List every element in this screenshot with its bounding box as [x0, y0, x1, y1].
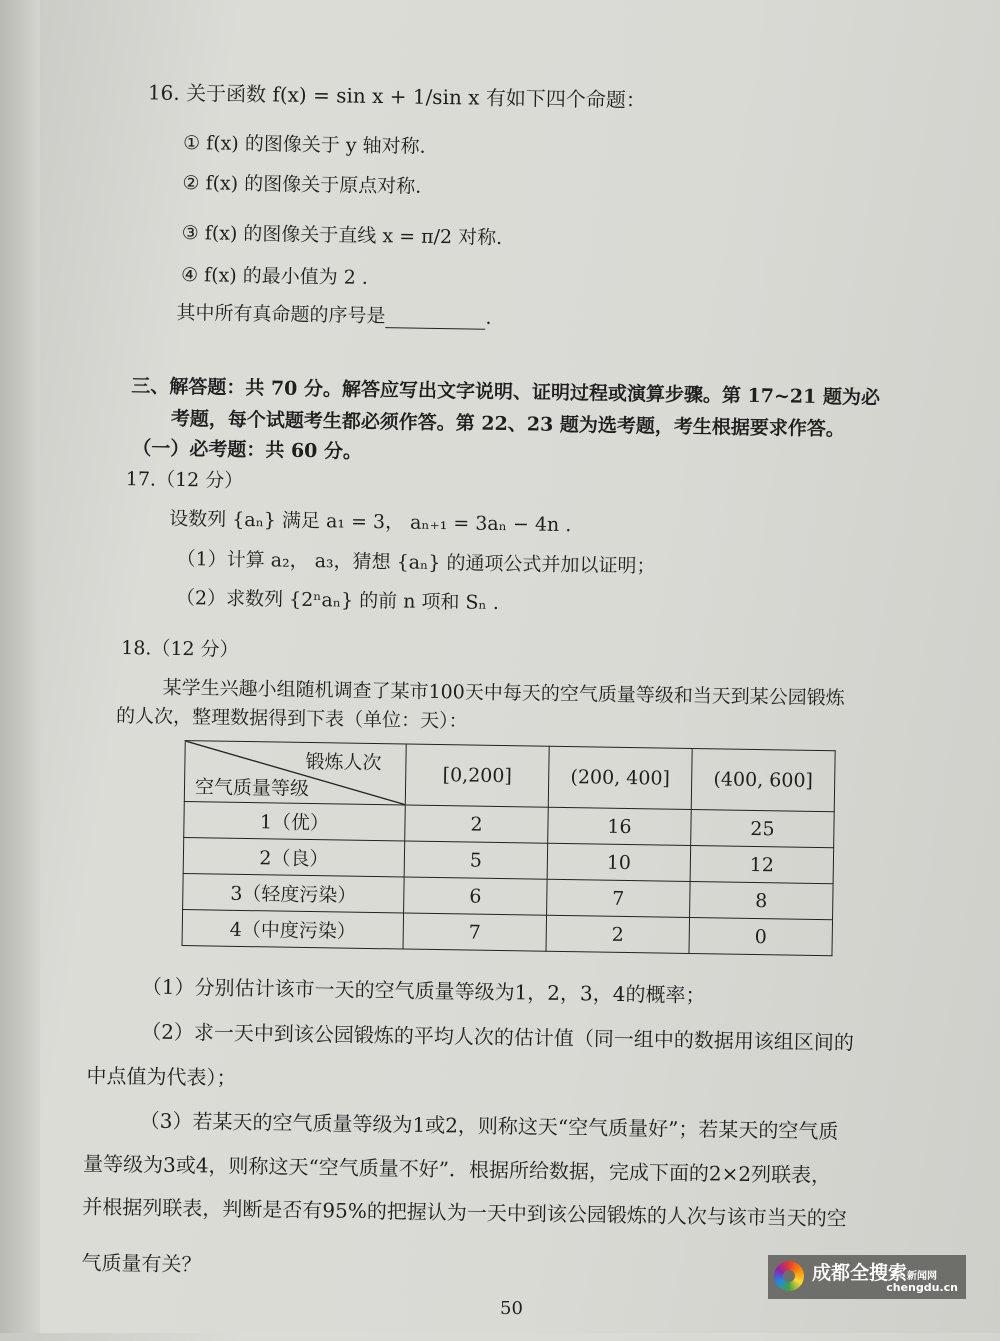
data-table — [182, 740, 836, 956]
table-cell: 2 — [546, 915, 690, 953]
table-cell: 10 — [547, 843, 691, 881]
table-cell: 7 — [403, 913, 547, 951]
answer-blank[interactable] — [385, 309, 485, 330]
row-label: 2（良） — [183, 838, 405, 877]
q18-intro2: 的人次，整理数据得到下表（单位：天）： — [115, 704, 468, 733]
q16-stem: 16. 关于函数 f(x) = sin x + 1/sin x 有如下四个命题： — [147, 80, 646, 113]
corner-cell — [184, 741, 406, 805]
q17-stem: 设数列 {aₙ} 满足 a₁ = 3， aₙ₊₁ = 3aₙ − 4n . — [169, 507, 572, 537]
q16-proposition-3: ③ f(x) 的图像关于直线 x = π/2 对称. — [181, 221, 503, 249]
q18-part3-line4: 气质量有关？ — [81, 1250, 202, 1277]
q18-part2-line1: （2）求一天中到该公园锻炼的平均人次的估计值（同一组中的数据用该组区间的 — [140, 1019, 855, 1055]
q16-ask: 其中所有真命题的序号是 — [176, 301, 386, 328]
section3-line1: 三、解答题：共 70 分。解答应写出文字说明、证明过程或演算步骤。第 17~21 题为必 — [131, 375, 881, 409]
table-header-row — [184, 741, 835, 812]
watermark-logo — [768, 1255, 966, 1299]
row-label: 3（轻度污染） — [183, 874, 405, 913]
column-header: (400, 600] — [691, 749, 835, 812]
section3-sub: （一）必考题：共 60 分。 — [132, 437, 363, 463]
logo-domain: chengdu.cn — [886, 1281, 958, 1294]
q17-part1: （1）计算 a₂， a₃，猜想 {aₙ} 的通项公式并加以证明； — [176, 547, 656, 578]
table-cell: 25 — [691, 810, 835, 848]
table-cell: 6 — [404, 877, 548, 915]
column-header: [0,200] — [405, 744, 549, 807]
table-cell: 7 — [547, 879, 691, 917]
q18-part3-line2: 量等级为3或4，则称这天“空气质量不好”．根据所给数据，完成下面的2×2列联表， — [82, 1151, 832, 1188]
corner-top-label: 锻炼人次 — [305, 750, 382, 775]
q18-part3-line1: （3）若某天的空气质量等级为1或2，则称这天“空气质量好”；若某天的空气质 — [139, 1108, 839, 1144]
section3-line2: 考题，每个试题考生都必须作答。第 22、23 题为选考题，考生根据要求作答。 — [170, 407, 846, 441]
corner-bottom-label: 空气质量等级 — [194, 776, 310, 801]
q18-intro1: 某学生兴趣小组随机调查了某市100天中每天的空气质量等级和当天到某公园锻炼 — [162, 676, 845, 710]
q18-part1: （1）分别估计该市一天的空气质量等级为1，2，3，4的概率； — [141, 974, 706, 1008]
table-cell: 16 — [548, 807, 692, 845]
table-cell: 12 — [690, 846, 834, 884]
q16-proposition-4: ④ f(x) 的最小值为 2 . — [180, 263, 369, 289]
q17-head: 17.（12 分） — [125, 468, 244, 492]
logo-icon — [774, 1261, 804, 1291]
page-number: 50 — [500, 1298, 523, 1319]
q16-question — [176, 301, 491, 330]
logo-suffix: 新闻网 — [907, 1271, 938, 1282]
table-cell: 8 — [690, 882, 834, 920]
row-label: 1（优） — [184, 802, 406, 841]
q16-proposition-2: ② f(x) 的图像关于原点对称. — [182, 171, 422, 198]
q18-part3-line3: 并根据列联表，判断是否有95%的把握认为一天中到该公园锻炼的人次与该市当天的空 — [82, 1194, 847, 1231]
q18-part2-line2: 中点值为代表）； — [86, 1063, 237, 1090]
table-cell: 5 — [404, 841, 548, 879]
q16-proposition-1: ① f(x) 的图像关于 y 轴对称. — [182, 131, 426, 158]
q16-period: . — [485, 306, 492, 329]
table-cell: 2 — [405, 805, 549, 843]
table-cell: 0 — [689, 918, 833, 956]
logo-name: 成都全搜索 — [812, 1262, 908, 1284]
row-label: 4（中度污染） — [182, 910, 404, 949]
q17-part2: （2）求数列 {2ⁿaₙ} 的前 n 项和 Sₙ . — [175, 586, 500, 614]
column-header: (200, 400] — [548, 746, 692, 809]
q18-head: 18.（12 分） — [121, 637, 239, 661]
